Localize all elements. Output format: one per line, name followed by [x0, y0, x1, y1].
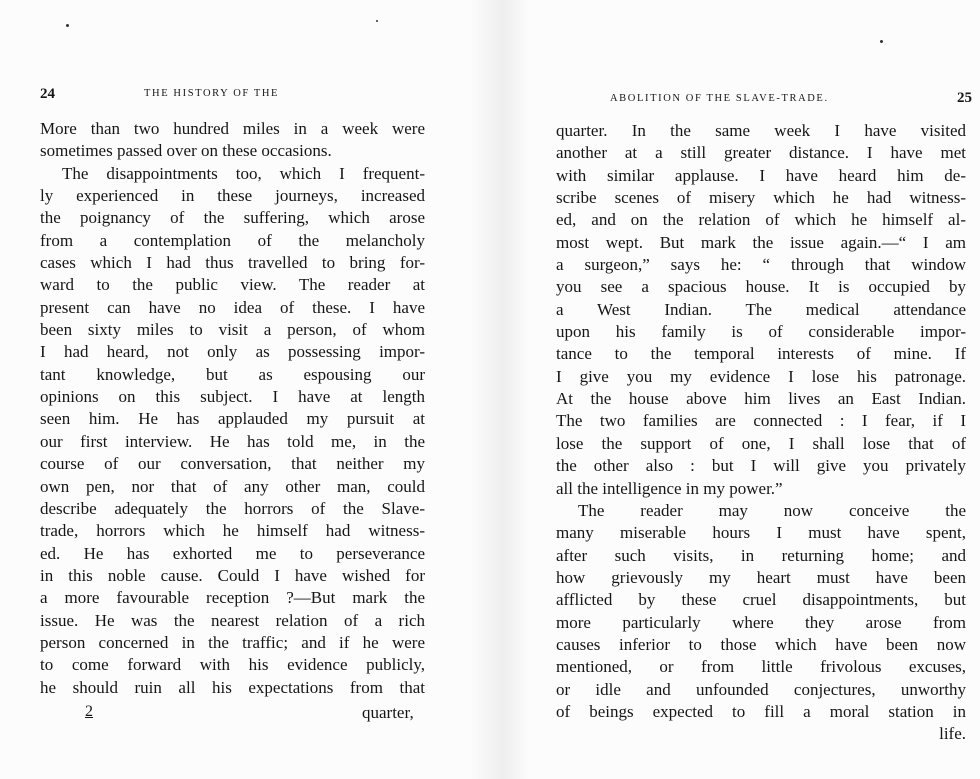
text-line: cases which I had thus travelled to bring for- [40, 253, 425, 273]
text-line: the other also : but I will give you privately [556, 456, 966, 476]
text-line: present can have no idea of these. I have [40, 297, 425, 317]
text-line: you see a spacious house. It is occupied by [556, 277, 966, 297]
text-line: own pen, nor that of any other man, could [40, 476, 425, 496]
text-line: issue. He was the nearest relation of a rich [40, 610, 425, 630]
text-line: tant knowledge, but as espousing our [40, 364, 425, 384]
text-line: from a contemplation of the melancholy [40, 230, 425, 250]
right-page-number: 25 [957, 90, 972, 106]
text-line: seen him. He has applauded my pursuit at [40, 409, 425, 429]
left-page [0, 0, 470, 779]
text-line: after such visits, in returning home; and [556, 545, 966, 565]
text-line: causes inferior to those which have been now [556, 634, 966, 654]
left-page-text [40, 118, 425, 699]
text-line: all the intelligence in my power.” [556, 478, 783, 498]
text-line: ward to the public view. The reader at [40, 275, 425, 295]
book-gutter [470, 0, 530, 779]
text-line: The reader may now conceive the [578, 500, 966, 520]
text-line: quarter. In the same week I have visited [556, 121, 966, 140]
text-line: tance to the temporal interests of mine. If [556, 344, 966, 364]
text-line: more particularly where they arose from [556, 612, 966, 632]
text-line: opinions on this subject. I have at length [40, 387, 425, 407]
text-line: sometimes passed over on these occasions. [40, 141, 332, 161]
left-running-head [40, 86, 430, 104]
text-line: lose the support of one, I shall lose that of [556, 433, 966, 453]
text-line: to come forward with his evidence publicly, [40, 655, 425, 675]
text-line: in this noble cause. Could I have wished for [40, 565, 425, 585]
right-running-title: ABOLITION OF THE SLAVE-TRADE. [610, 93, 829, 104]
text-line: I had heard, not only as possessing impor- [40, 342, 425, 362]
text-line: The two families are connected : I fear, if I [556, 411, 966, 431]
text-line: The disappointments too, which I frequent- [62, 163, 425, 183]
text-line: he should ruin all his expectations from that [40, 677, 425, 697]
text-line: a West Indian. The medical attendance [556, 299, 966, 319]
text-line: a surgeon,” says he: “ through that window [556, 255, 966, 275]
text-line: upon his family is of considerable impor- [556, 322, 966, 342]
text-line: been sixty miles to visit a person, of whom [40, 320, 425, 340]
right-page-text [556, 120, 966, 746]
text-line: our first interview. He has told me, in the [40, 431, 425, 451]
right-page [530, 0, 980, 779]
text-line: person concerned in the traffic; and if he were [40, 632, 425, 652]
signature-mark: 2 [85, 703, 93, 720]
text-line: course of our conversation, that neither my [40, 454, 425, 474]
text-line: or idle and unfounded conjectures, unworthy [556, 679, 966, 699]
text-line: describe adequately the horrors of the Slave- [40, 498, 425, 518]
text-line: many miserable hours I must have spent, [556, 523, 966, 543]
text-line: with similar applause. I have heard him de- [556, 165, 966, 185]
text-line: ly experienced in these journeys, increased [40, 186, 425, 206]
left-running-title: THE HISTORY OF THE [144, 88, 280, 99]
text-line: life. [939, 724, 966, 744]
text-line: At the house above him lives an East Indian. [556, 389, 966, 409]
text-line: More than two hundred miles in a week were [40, 119, 425, 138]
left-page-number: 24 [40, 86, 55, 102]
text-line: another at a still greater distance. I have met [556, 143, 966, 163]
text-line: ed, and on the relation of which he himself al- [556, 210, 966, 230]
text-line: trade, horrors which he himself had witness- [40, 521, 425, 541]
text-line: a more favourable reception ?—But mark the [40, 588, 425, 608]
text-line: I give you my evidence I lose his patronage. [556, 366, 966, 386]
text-line: how grievously my heart must have been [556, 567, 966, 587]
catchword: quarter, [362, 703, 414, 722]
text-line: the poignancy of the suffering, which arose [40, 208, 425, 228]
text-line: most wept. But mark the issue again.—“ I am [556, 232, 966, 252]
text-line: scribe scenes of misery which he had witness- [556, 188, 966, 208]
text-line: ed. He has exhorted me to perseverance [40, 543, 425, 563]
text-line: mentioned, or from little frivolous excuses, [556, 657, 966, 677]
text-line: of beings expected to fill a moral station in [556, 701, 966, 721]
text-line: afflicted by these cruel disappointments, but [556, 590, 966, 610]
right-running-head [556, 90, 972, 108]
